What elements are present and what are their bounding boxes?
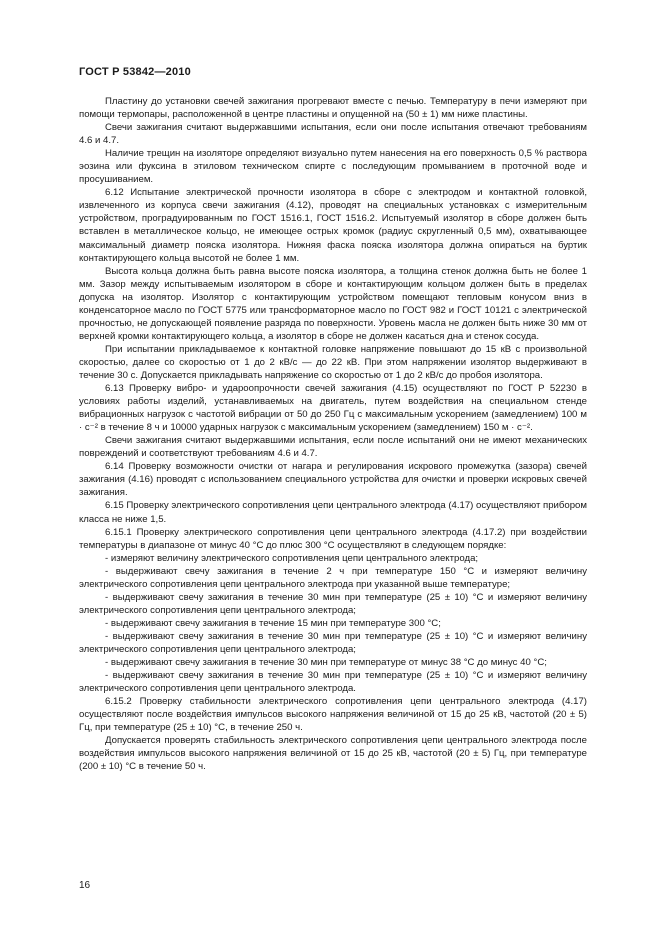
list-item: - выдерживают свечу зажигания в течение 30 мин при температуре (25 ± 10) °С и измеряют величину электрического сопротивления цепи центрального электрода; [79,591,587,616]
list-item: - выдерживают свечу зажигания в течение 30 мин при температуре от минус 38 °С до минус 40 °С; [105,657,547,669]
list-item: - выдерживают свечу зажигания в течение 15 мин при температуре 300 °С; [105,617,441,629]
paragraph: Высота кольца должна быть равна высоте пояска изолятора, а толщина стенок должна быть не более 1 мм. Зазор между испытываемым изолятором в сборе и контактирующим кольцом должен быть в пределах допуска на изолятор. Изолятор с контактирующим устройством помещают тепловым конусом вниз в конденсаторное масло по ГОСТ 5775 или трансформаторное масло по ГОСТ 982 и ГОСТ 10121 с электрической прочностью, не допускающей появление разряда по поверхности. Уровень масла не должен быть ниже 30 мм от верхней кромки контактирующего кольца, а изолятор в сборе не должен касаться дна и стенок сосуда. [79,265,587,342]
list-item: - выдерживают свечу зажигания в течение 2 ч при температуре 150 °С и измеряют величину электрического сопротивления цепи центрального электрода при указанной выше температуре; [79,565,587,590]
paragraph: При испытании прикладываемое к контактной головке напряжение повышают до 15 кВ с произвольной скоростью, далее со скоростью от 1 до 2 кВ/с — до 22 кВ. При этом напряжении изолятор выдерживают в течение 30 с. Допускается прикладывать напряжение со скоростью от 1 до 2 кВ/с до пробоя изолятора. [79,343,587,381]
paragraph: 6.15.2 Проверку стабильности электрического сопротивления цепи центрального электрода (4.17) осуществляют после воздействия импульсов высокого напряжения величиной от 15 до 25 кВ, частотой (20 ± 5) Гц, при температуре (25 ± 10) °С, в течение 250 ч. [79,696,587,734]
paragraph: 6.14 Проверку возможности очистки от нагара и регулирования искрового промежутка (зазора) свечей зажигания (4.16) проводят с использованием специального устройства для очистки и проверки искровых свечей зажигания. [79,461,587,499]
page-number: 16 [79,880,91,891]
paragraph: 6.13 Проверку вибро- и удароопрочности свечей зажигания (4.15) осуществляют по ГОСТ Р 52230 в условиях работы изделий, устанавливаемых на двигатель, путем воздействия на специальном стенде вибрационных нагрузок с частотой вибрации от 50 до 250 Гц с максимальным ускорением (замедлением) 100 м · с⁻² в течение 8 ч и 10000 ударных нагрузок с максимальным ускорением (замедлением) 150 м · с⁻². [79,383,587,434]
document-header: ГОСТ Р 53842—2010 [79,66,191,78]
list-item: - выдерживают свечу зажигания в течение 30 мин при температуре (25 ± 10) °С и измеряют величину электрического сопротивления цепи центрального электрода; [79,630,587,655]
paragraph: Наличие трещин на изоляторе определяют визуально путем нанесения на его поверхность 0,5 % раствора эозина или фуксина в этиловом техническом спирте с последующим промыванием в проточной воде и просушиванием. [79,148,587,186]
paragraph: Свечи зажигания считают выдержавшими испытания, если они после испытания отвечают требованиям 4.6 и 4.7. [79,122,587,147]
list-item: - измеряют величину электрического сопротивления цепи центрального электрода; [105,552,479,564]
paragraph: Свечи зажигания считают выдержавшими испытания, если после испытаний они не имеют механических повреждений и соответствуют требованиям 4.6 и 4.7. [79,435,587,460]
paragraph: 6.12 Испытание электрической прочности изолятора в сборе с электродом и контактной головкой, извлеченного из корпуса свечи зажигания (4.12), проводят на специальных установках с измерительным устройством, проградуированным по ГОСТ 1516.1, ГОСТ 1516.2. Испытуемый изолятор в сборе должен быть вставлен в металлическое кольцо, не имеющее острых кромок (радиус скругленный 0,5 мм), охватывающее максимальный диаметр пояска изолятора. Нижняя фаска пояска изолятора должна опираться на буртик контактирующего кольца высотой не более 1 мм. [79,187,587,264]
document-body [79,95,587,773]
list-item: - выдерживают свечу зажигания в течение 30 мин при температуре (25 ± 10) °С и измеряют величину электрического сопротивления цепи центрального электрода. [79,670,587,695]
paragraph: 6.15.1 Проверку электрического сопротивления цепи центрального электрода (4.17.2) при воздействии температуры в диапазоне от минус 40 °С до плюс 300 °С осуществляют в следующем порядке: [79,526,587,551]
paragraph: Допускается проверять стабильность электрического сопротивления цепи центрального электрода после воздействия импульсов высокого напряжения величиной от 15 до 25 кВ, частотой (20 ± 5) Гц, при температуре (200 ± 10) °С в течение 50 ч. [79,735,587,773]
paragraph: 6.15 Проверку электрического сопротивления цепи центрального электрода (4.17) осуществляют прибором класса не ниже 1,5. [79,500,587,525]
paragraph: Пластину до установки свечей зажигания прогревают вместе с печью. Температуру в печи измеряют при помощи термопары, расположенной в центре пластины и опущенной на (50 ± 1) мм ниже пластины. [79,96,587,121]
